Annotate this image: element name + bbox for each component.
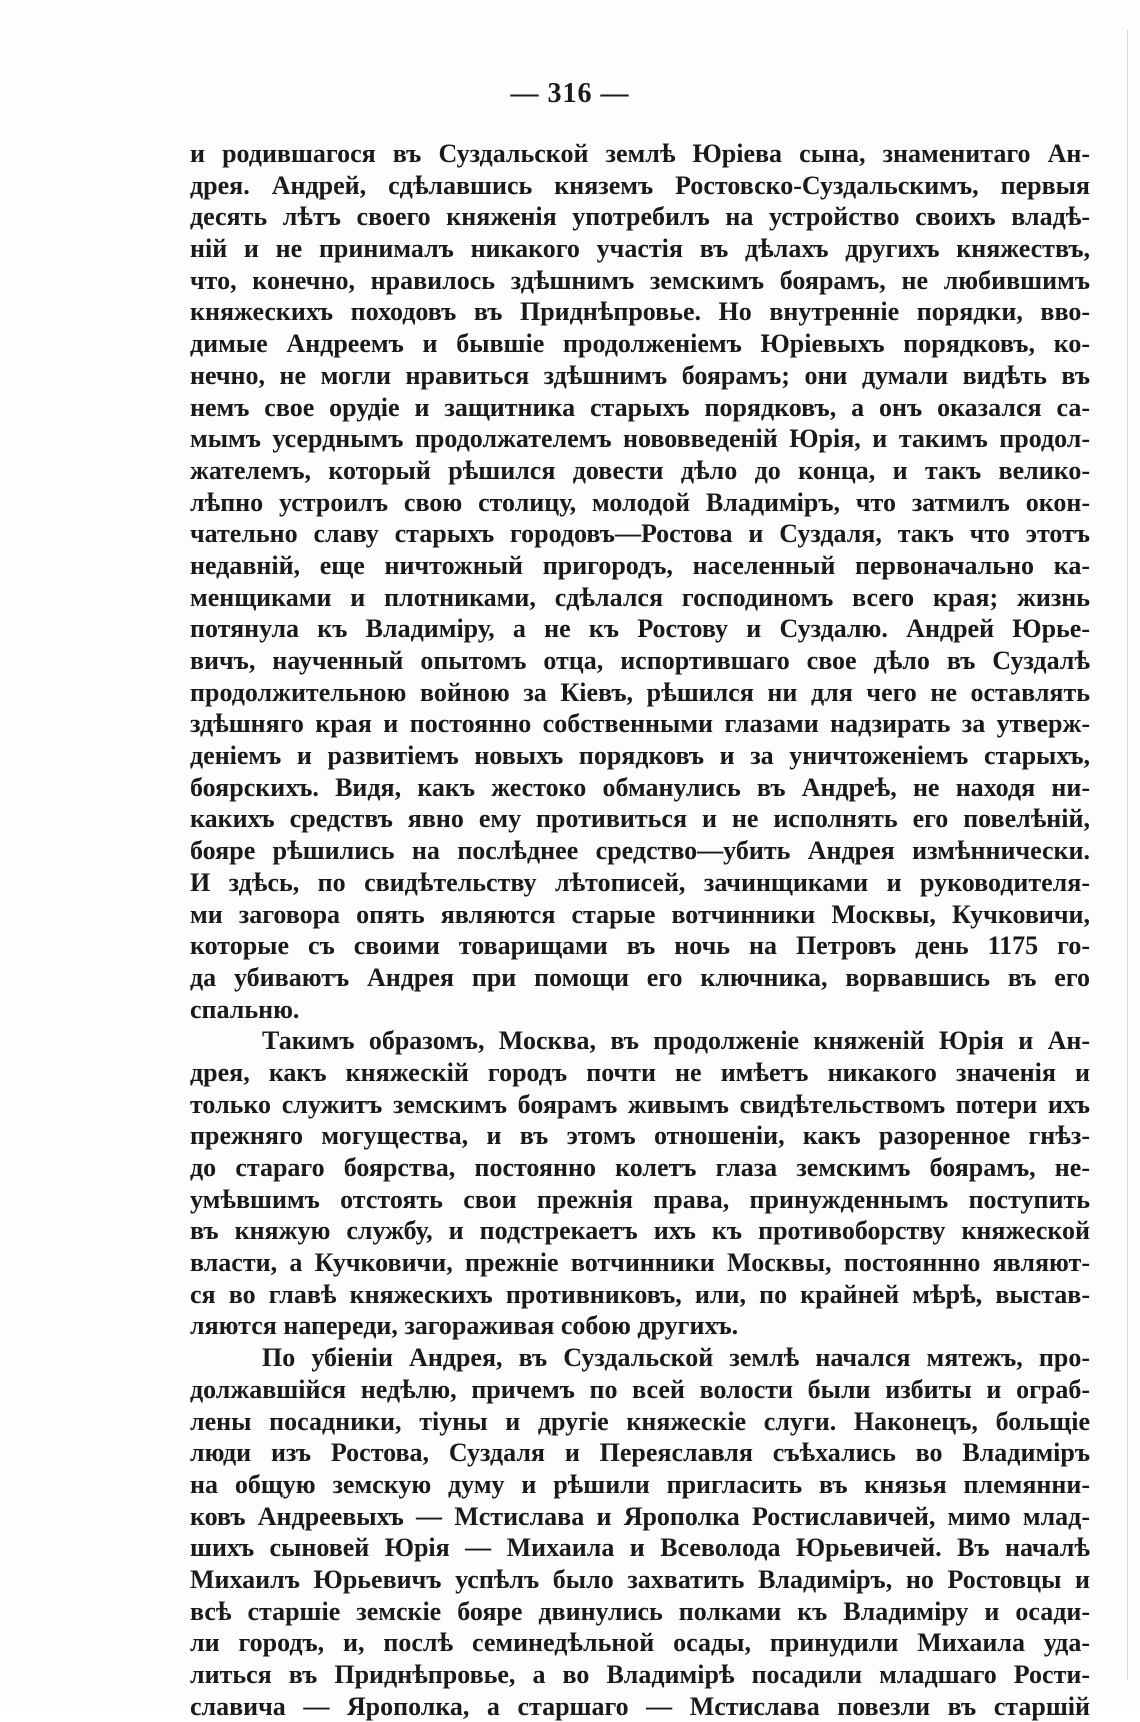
- text-line: жателемъ, который рѣшился довести дѣло до конца, и такъ велико-: [190, 455, 1090, 485]
- text-line: И здѣсь, по свидѣтельству лѣтописей, зачинщиками и руководителя-: [190, 867, 1090, 897]
- text-line: вичъ, наученный опытомъ отца, испортившаго свое дѣло въ Суздалѣ: [190, 646, 1090, 675]
- text-line: ляются напереди, загораживая собою другихъ.: [190, 1311, 739, 1341]
- text-line: ся во главѣ княжескихъ противниковъ, или, по крайней мѣрѣ, выстав-: [190, 1279, 1090, 1309]
- text-line: прежняго могущества, и въ этомъ отношеніи, какъ разоренное гнѣз-: [190, 1121, 1090, 1151]
- text-line: шихъ сыновей Юрія — Михаила и Всеволода Юрьевичей. Въ началѣ: [190, 1533, 1090, 1563]
- text-line: Михаилъ Юрьевичъ успѣлъ было захватить Владиміръ, но Ростовцы и: [190, 1564, 1090, 1594]
- text-line: десять лѣтъ своего княженія употребилъ на устройство своихъ владѣ-: [190, 202, 1090, 232]
- text-line: немъ свое орудіе и защитника старыхъ порядковъ, а онъ оказался са-: [190, 392, 1090, 422]
- text-line: что, конечно, нравилось здѣшнимъ земскимъ боярамъ, не любившимъ: [190, 265, 1090, 295]
- text-line: ми заговора опять являются старые вотчинники Москвы, Кучковичи,: [190, 899, 1090, 929]
- text-line: Такимъ образомъ, Москва, въ продолженіе княженій Юрія и Ан-: [262, 1026, 1090, 1056]
- text-line: потянула къ Владиміру, а не къ Ростову и Суздалю. Андрей Юрье-: [190, 614, 1090, 644]
- text-line: какихъ средствъ явно ему противиться и не исполнять его повелѣній,: [190, 804, 1090, 834]
- text-line: чательно славу старыхъ городовъ—Ростова и Суздаля, такъ что этотъ: [190, 519, 1090, 549]
- text-line: менщиками и плотниками, сдѣлался господиномъ всего края; жизнь: [190, 582, 1090, 612]
- page-number: — 316 —: [510, 78, 630, 109]
- text-line: димые Андреемъ и бывшіе продолженіемъ Юріевыхъ порядковъ, ко-: [190, 329, 1090, 359]
- text-line: недавній, еще ничтожный пригородъ, населенный первоначально ка-: [190, 550, 1090, 580]
- text-line: лѣпно устроилъ свою столицу, молодой Владиміръ, что затмилъ окон-: [190, 487, 1090, 517]
- text-line: должавшійся недѣлю, причемъ по всей волости были избиты и ограб-: [190, 1374, 1090, 1404]
- text-line: дрея. Андрей, сдѣлавшись княземъ Ростовско-Суздальскимъ, первыя: [190, 170, 1090, 200]
- text-line: мымъ усерднымъ продолжателемъ нововведеній Юрія, и такимъ продол-: [190, 424, 1090, 454]
- text-line: и родившагося въ Суздальской землѣ Юріева сына, знаменитаго Ан-: [190, 139, 1090, 168]
- text-line: литься въ Приднѣпровье, а во Владимірѣ посадили младшаго Рости-: [190, 1660, 1090, 1689]
- text-line: продолжительною войною за Кіевъ, рѣшился ни для чего не оставлять: [190, 677, 1090, 707]
- text-line: По убіеніи Андрея, въ Суздальской землѣ начался мятежъ, про-: [262, 1343, 1090, 1373]
- text-line: на общую земскую думу и рѣшили пригласить въ князья племянни-: [190, 1469, 1090, 1499]
- text-line: только служитъ земскимъ боярамъ живымъ свидѣтельствомъ потери ихъ: [190, 1089, 1090, 1119]
- text-line: дрея, какъ княжескій городъ почти не имѣетъ никакого значенія и: [190, 1057, 1090, 1087]
- text-line: да убиваютъ Андрея при помощи его ключника, ворвавшись въ его: [190, 962, 1090, 992]
- text-line: лены посадники, тіуны и другіе княжескіе слуги. Наконецъ, больщіе: [190, 1406, 1090, 1436]
- text-line: спальню.: [190, 994, 300, 1024]
- text-line: которые съ своими товарищами въ ночь на Петровъ день 1175 го-: [190, 931, 1090, 961]
- text-line: ковъ Андреевыхъ — Мстислава и Ярополка Ростиславичей, мимо млад-: [190, 1501, 1090, 1531]
- text-line: люди изъ Ростова, Суздаля и Переяславля съѣхались во Владиміръ: [190, 1438, 1090, 1468]
- text-line: славича — Ярополка, а старшаго — Мстислава повезли въ старшій: [190, 1691, 1090, 1721]
- text-line: здѣшняго края и постоянно собственными глазами надзирать за утверж-: [190, 709, 1090, 739]
- text-line: всѣ старшіе земскіе бояре двинулись полками къ Владиміру и осади-: [190, 1596, 1090, 1626]
- text-line: нечно, не могли нравиться здѣшнимъ боярамъ; они думали видѣть въ: [190, 360, 1090, 390]
- text-line: власти, а Кучковичи, прежніе вотчинники Москвы, постояннно являют-: [190, 1248, 1090, 1278]
- text-line: въ княжую службу, и подстрекаетъ ихъ къ противоборству княжеской: [190, 1216, 1090, 1246]
- text-line: до стараго боярства, постоянно колетъ глаза земскимъ боярамъ, не-: [190, 1153, 1090, 1182]
- text-line: боярскихъ. Видя, какъ жестоко обманулись въ Андреѣ, не находя ни-: [190, 772, 1090, 802]
- text-line: бояре рѣшились на послѣднее средство—убить Андрея измѣннически.: [190, 836, 1090, 866]
- scan-edge-line: [1127, 30, 1128, 1680]
- text-line: ли городъ, и, послѣ семинедѣльной осады, принудили Михаила уда-: [190, 1628, 1090, 1658]
- body-text: [190, 138, 1090, 1722]
- text-line: деніемъ и развитіемъ новыхъ порядковъ и за уничтоженіемъ старыхъ,: [190, 741, 1090, 771]
- text-line: княжескихъ походовъ въ Приднѣпровье. Но внутренніе порядки, вво-: [190, 297, 1090, 327]
- text-line: умѣвшимъ отстоять свои прежнія права, принужденнымъ поступить: [190, 1184, 1090, 1214]
- text-line: ній и не принималъ никакого участія въ дѣлахъ другихъ княжествъ,: [190, 234, 1090, 264]
